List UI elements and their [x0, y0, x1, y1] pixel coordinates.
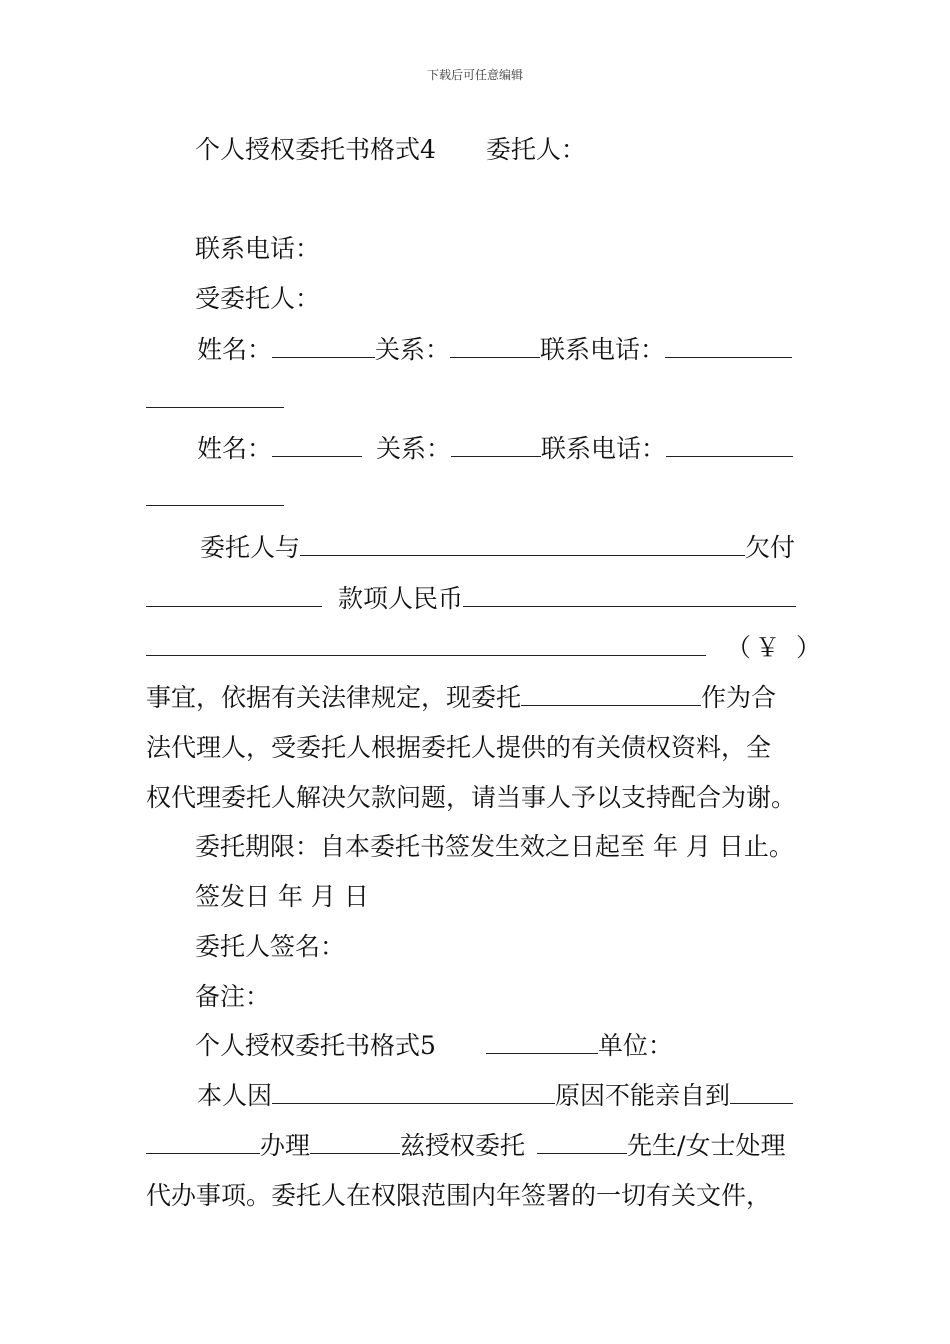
text-segment: 办理 — [260, 1131, 311, 1160]
phone-label: 联系电话： — [195, 234, 321, 263]
name-label: 姓名： — [197, 335, 273, 364]
doc-line-5 — [0, 384, 950, 416]
name-blank — [272, 337, 375, 358]
doc-line-18 — [0, 1030, 950, 1062]
text-segment: 先生/女士处理 — [627, 1131, 786, 1160]
format4-title: 个人授权委托书格式4 — [195, 135, 436, 164]
text-segment: 单位： — [597, 1031, 673, 1060]
doc-line-13 — [0, 782, 950, 814]
text-segment: 事宜，依据有关法律规定，现委托 — [146, 683, 522, 712]
doc-line-21 — [0, 1180, 950, 1212]
place-blank — [730, 1083, 793, 1104]
relation-label: 关系： — [376, 434, 452, 463]
doc-line-15 — [0, 881, 950, 913]
name-label: 姓名： — [197, 434, 273, 463]
text-segment: 备注： — [195, 982, 271, 1011]
matter-blank — [310, 1133, 400, 1154]
relation-label: 关系： — [375, 335, 451, 364]
phone-blank — [665, 337, 792, 358]
place-blank-cont — [146, 1133, 260, 1154]
text-segment: 法代理人，受委托人根据委托人提供的有关债权资料，全 — [146, 733, 772, 762]
rmb-blank — [463, 586, 796, 607]
text-segment: 委托人与 — [200, 533, 301, 562]
text-segment: 委托人签名： — [195, 932, 346, 961]
page-header: 下载后可任意编辑 — [426, 68, 523, 82]
doc-line-1 — [0, 134, 950, 166]
phone-blank-cont — [146, 387, 284, 408]
text-segment: 委托期限：自本委托书签发生效之日起至 年 月 日止。 — [195, 832, 794, 861]
doc-line-20 — [0, 1130, 950, 1162]
doc-line-16 — [0, 931, 950, 963]
reason-blank — [272, 1083, 555, 1104]
format5-title: 个人授权委托书格式5 — [195, 1031, 436, 1060]
debtor-blank — [300, 535, 745, 556]
doc-line-2 — [0, 233, 950, 265]
text-segment: 权代理委托人解决欠款问题，请当事人予以支持配合为谢。 — [146, 783, 797, 812]
text-segment: 原因不能亲自到 — [555, 1081, 731, 1110]
text-segment: ） — [796, 633, 822, 662]
agent-blank — [521, 685, 701, 706]
doc-line-19 — [0, 1080, 950, 1112]
doc-line-9 — [0, 583, 950, 615]
text-segment: （ — [726, 633, 752, 662]
doc-line-8 — [0, 532, 950, 564]
doc-line-14 — [0, 831, 950, 863]
text-segment: 欠付 — [745, 533, 796, 562]
doc-line-6 — [0, 433, 950, 465]
phone-blank-cont — [146, 485, 284, 506]
phone-label: 联系电话： — [540, 335, 666, 364]
text-segment: 本人因 — [197, 1081, 273, 1110]
doc-line-10 — [0, 632, 950, 664]
phone-label: 联系电话： — [541, 434, 667, 463]
text-segment: 兹授权委托 — [400, 1131, 526, 1160]
doc-line-4 — [0, 334, 950, 366]
agent-label: 受委托人： — [195, 284, 321, 313]
text-segment: ￥ — [755, 633, 781, 662]
unit-blank — [486, 1033, 598, 1054]
doc-line-11 — [0, 682, 950, 714]
text-segment: 代办事项。委托人在权限范围内年签署的一切有关文件， — [146, 1181, 772, 1210]
amount-blank — [146, 586, 322, 607]
text-segment: 签发日 年 月 日 — [195, 882, 369, 911]
doc-line-7 — [0, 482, 950, 514]
relation-blank — [451, 436, 541, 457]
name-blank — [272, 436, 362, 457]
person-blank — [537, 1133, 627, 1154]
doc-line-17 — [0, 981, 950, 1013]
text-segment: 款项人民币 — [338, 584, 464, 613]
rmb-blank-cont — [146, 635, 706, 656]
doc-line-3 — [0, 283, 950, 315]
doc-line-12 — [0, 732, 950, 764]
phone-blank — [666, 436, 793, 457]
principal-label: 委托人： — [485, 135, 586, 164]
text-segment: 作为合 — [701, 683, 777, 712]
relation-blank — [450, 337, 540, 358]
